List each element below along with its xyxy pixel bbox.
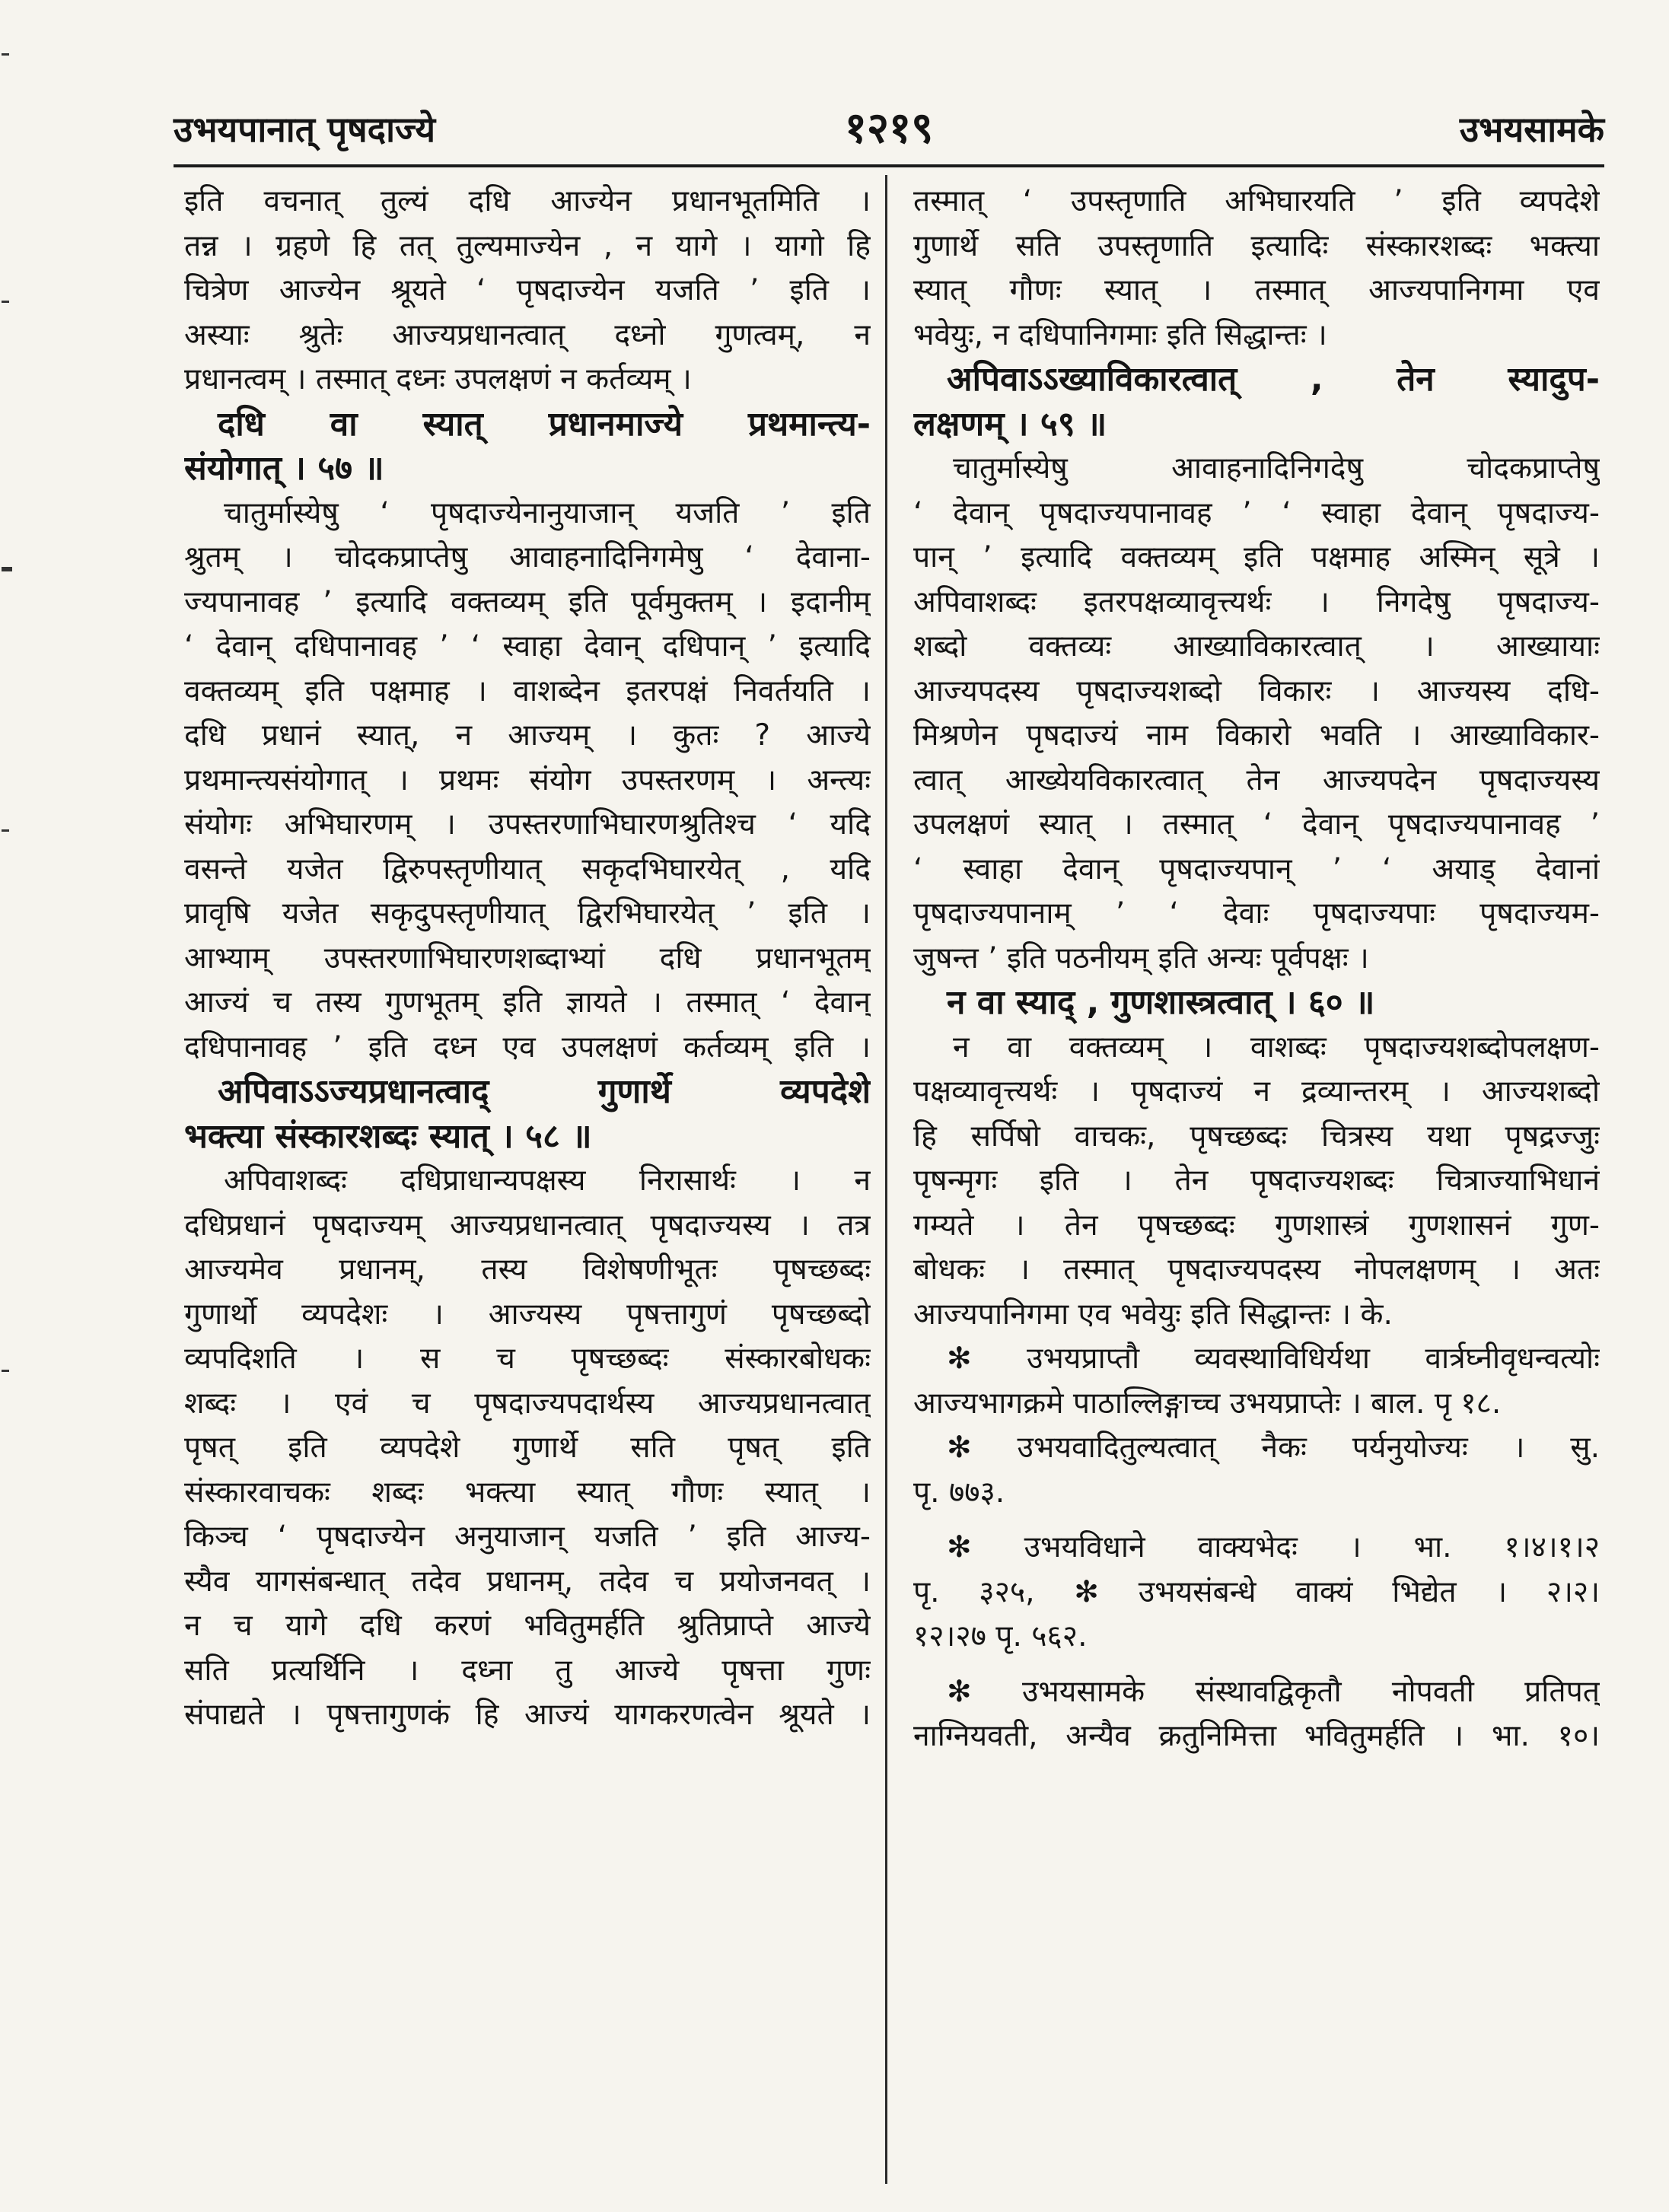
text-line: व्यपदिशति । स च पृषच्छब्दः संस्कारबोधकः	[184, 1342, 871, 1376]
text-line: तन्न । ग्रहणे हि तत् तुल्यमाज्येन , न यागे । यागो हि	[184, 228, 871, 263]
text-line: प्रथमान्त्यसंयोगात् । प्रथमः संयोग उपस्तरणम् । अन्त्यः	[184, 762, 871, 797]
text-line: ज्यपानावह ’ इत्यादि वक्तव्यम् इति पूर्वमुक्तम् । इदानीम्	[184, 584, 871, 619]
text-line: चातुर्मास्येषु ‘ पृषदाज्येनानुयाजान् यजति ’ इति	[224, 495, 871, 530]
text-line: पृषत् इति व्यपदेशे गुणार्थे सति पृषत् इति	[184, 1431, 871, 1465]
text-line: गुणार्थो व्यपदेशः । आज्यस्य पृषत्तागुणं पृषच्छब्दो	[184, 1297, 871, 1332]
text-line: पृ. ७७३.	[913, 1475, 1005, 1510]
scan-edge-marks	[0, 0, 23, 2212]
text-line: पक्षव्यावृत्त्यर्थः । पृषदाज्यं न द्रव्यान्तरम् । आज्यशब्दो	[913, 1074, 1600, 1109]
text-line: श्रुतम् । चोदकप्राप्तेषु आवाहनादिनिगमेषु ‘ देवाना-	[184, 540, 871, 574]
text-line: आज्यपदस्य पृषदाज्यशब्दो विकारः । आज्यस्य दधि-	[913, 673, 1600, 708]
index-entry-line: ✻ उभयवादितुल्यत्वात् नैकः पर्यनुयोज्यः । सु.	[947, 1431, 1600, 1465]
text-line: बोधकः । तस्मात् पृषदाज्यपदस्य नोपलक्षणम् । अतः	[913, 1252, 1600, 1287]
text-line: तस्मात् ‘ उपस्तृणाति अभिघारयति ’ इति व्यपदेशे	[913, 184, 1600, 218]
text-line: न च यागे दधि करणं भवितुमर्हति श्रुतिप्राप्ते आज्ये	[184, 1609, 871, 1643]
text-line: ‘ स्वाहा देवान् पृषदाज्यपान् ’ ‘ अयाड् देवानां	[913, 851, 1600, 886]
sutra-line: भक्त्या संस्कारशब्दः स्यात् । ५८ ॥	[184, 1116, 592, 1156]
text-line: पृ. ३२५, ✻ उभयसंबन्धे वाक्यं भिद्येत । २।२।	[913, 1574, 1600, 1609]
text-line: आभ्याम् उपस्तरणाभिघारणशब्दाभ्यां दधि प्रधानभूतम्	[184, 940, 871, 976]
text-line: हि सर्पिषो वाचकः, पृषच्छब्दः चित्रस्य यथा पृषद्रज्जुः	[913, 1119, 1600, 1154]
text-line: स्यात् गौणः स्यात् । तस्मात् आज्यपानिगमा एव	[913, 273, 1600, 307]
text-line: सति प्रत्यर्थिनि । दध्ना तु आज्ये पृषत्ता गुणः	[184, 1653, 871, 1688]
text-line: मिश्रणेन पृषदाज्यं नाम विकारो भवति । आख्याविकार-	[913, 718, 1600, 753]
text-line: किञ्च ‘ पृषदाज्येन अनुयाजान् यजति ’ इति आज्य-	[184, 1520, 871, 1554]
text-line: वक्तव्यम् इति पक्षमाह । वाशब्देन इतरपक्षं निवर्तयति ।	[184, 673, 871, 708]
running-head-left: उभयपानात् पृषदाज्ये	[174, 109, 435, 150]
text-line: गम्यते । तेन पृषच्छब्दः गुणशास्त्रं गुणशासनं गुण-	[913, 1208, 1600, 1243]
text-line: भवेयुः, न दधिपानिगमाः इति सिद्धान्तः ।	[913, 317, 1327, 352]
text-line: न वा वक्तव्यम् । वाशब्दः पृषदाज्यशब्दोपलक्षण-	[953, 1030, 1600, 1065]
text-line: उपलक्षणं स्यात् । तस्मात् ‘ देवान् पृषदाज्यपानावह ’	[913, 807, 1600, 842]
text-line: वसन्ते यजेत द्विरुपस्तृणीयात् सकृदभिघारयेत् , यदि	[184, 851, 871, 886]
text-line: दधि प्रधानं स्यात्, न आज्यम् । कुतः ? आज्ये	[184, 718, 871, 753]
index-entry-line: ✻ उभयविधाने वाक्यभेदः । भा. १।४।१।२	[947, 1530, 1600, 1564]
text-line: गुणार्थे सति उपस्तृणाति इत्यादिः संस्कारशब्दः भक्त्या	[913, 228, 1600, 263]
index-entry-line: ✻ उभयप्राप्तौ व्यवस्थाविधिर्यथा वार्त्रघ्नीवृधन्वत्योः	[947, 1342, 1600, 1376]
text-line: प्रावृषि यजेत सकृदुपस्तृणीयात् द्विरभिघारयेत् ’ इति ।	[184, 896, 871, 931]
sutra-line: न वा स्याद् , गुणशास्त्रत्वात् । ६० ॥	[947, 983, 1375, 1022]
sutra-line: संयोगात् । ५७ ॥	[184, 449, 384, 488]
text-line: संयोगः अभिघारणम् । उपस्तरणाभिघारणश्रुतिश्च ‘ यदि	[184, 807, 871, 842]
text-line: संस्कारवाचकः शब्दः भक्त्या स्यात् गौणः स्यात् ।	[184, 1475, 871, 1510]
sutra-line: लक्षणम् । ५९ ॥	[913, 404, 1107, 444]
text-line: पान् ’ इत्यादि वक्तव्यम् इति पक्षमाह अस्मिन् सूत्रे ।	[913, 540, 1600, 574]
text-line: चातुर्मास्येषु आवाहनादिनिगदेषु चोदकप्राप्तेषु	[953, 451, 1600, 485]
page-number: १२१९	[844, 103, 934, 153]
text-line: प्रधानत्वम् । तस्मात् दध्नः उपलक्षणं न कर्तव्यम् ।	[184, 362, 692, 396]
text-line: दधिप्रधानं पृषदाज्यम् आज्यप्रधानत्वात् पृषदाज्यस्य । तत्र	[184, 1208, 871, 1243]
text-line: शब्दो वक्तव्यः आख्याविकारत्वात् । आख्यायाः	[913, 629, 1600, 664]
text-line: चित्रेण आज्येन श्रूयते ‘ पृषदाज्येन यजति ’ इति ।	[184, 273, 871, 307]
text-line: स्यैव यागसंबन्धात् तदेव प्रधानम्, तदेव च प्रयोजनवत् ।	[184, 1564, 871, 1599]
page-header	[174, 97, 1604, 158]
running-head-right: उभयसामके	[1459, 109, 1604, 150]
text-line: अस्याः श्रुतेः आज्यप्रधानत्वात् दध्नो गुणत्वम्, न	[184, 317, 871, 352]
header-rule	[174, 164, 1604, 167]
text-line: शब्दः । एवं च पृषदाज्यपदार्थस्य आज्यप्रधानत्वात्	[184, 1386, 871, 1421]
sutra-line: अपिवाऽऽज्यप्रधानत्वाद् गुणार्थे व्यपदेशे	[218, 1072, 871, 1111]
text-line: दधिपानावह ’ इति दध्न एव उपलक्षणं कर्तव्यम् इति ।	[184, 1030, 871, 1065]
column-divider	[885, 175, 887, 2184]
index-entry-line: ✻ उभयसामके संस्थावद्विकृतौ नोपवती प्रतिपत्	[947, 1674, 1600, 1709]
text-line: आज्यं च तस्य गुणभूतम् इति ज्ञायते । तस्मात् ‘ देवान्	[184, 985, 871, 1020]
text-line: जुषन्त ’ इति पठनीयम् इति अन्यः पूर्वपक्षः ।	[913, 940, 1369, 976]
left-column	[184, 180, 871, 1738]
text-line: त्वात् आख्येयविकारत्वात् तेन आज्यपदेन पृषदाज्यस्य	[913, 762, 1600, 797]
right-column	[913, 180, 1600, 1759]
text-line: इति वचनात् तुल्यं दधि आज्येन प्रधानभूतमिति ।	[184, 184, 871, 218]
text-line: आज्यभागक्रमे पाठाल्लिङ्गाच्च उभयप्राप्तेः । बाल. पृ १८.	[913, 1386, 1502, 1421]
text-line: आज्यपानिगमा एव भवेयुः इति सिद्धान्तः । के.	[913, 1297, 1393, 1332]
text-line: अपिवाशब्दः दधिप्राधान्यपक्षस्य निरासार्थः । न	[224, 1163, 871, 1198]
text-line: नाग्नियवती, अन्यैव क्रतुनिमित्ता भवितुमर्हति । भा. १०।	[913, 1719, 1600, 1753]
sutra-line: दधि वा स्यात् प्रधानमाज्ये प्रथमान्त्य-	[218, 404, 871, 444]
text-line: ‘ देवान् दधिपानावह ’ ‘ स्वाहा देवान् दधिपान् ’ इत्यादि	[184, 629, 871, 664]
text-line: आज्यमेव प्रधानम्, तस्य विशेषणीभूतः पृषच्छब्दः	[184, 1252, 871, 1287]
text-line: पृषदाज्यपानाम् ’ ‘ देवाः पृषदाज्यपाः पृषदाज्यम-	[913, 896, 1600, 931]
text-line: पृषन्मृगः इति । तेन पृषदाज्यशब्दः चित्राज्याभिधानं	[913, 1163, 1600, 1198]
sutra-line: अपिवाऽऽख्याविकारत्वात् , तेन स्यादुप-	[947, 360, 1600, 399]
text-line: अपिवाशब्दः इतरपक्षव्यावृत्त्यर्थः । निगदेषु पृषदाज्य-	[913, 584, 1600, 619]
text-line: १२।२७ पृ. ५६२.	[913, 1619, 1088, 1653]
text-line: संपाद्यते । पृषत्तागुणकं हि आज्यं यागकरणत्वेन श्रूयते ।	[184, 1698, 871, 1732]
text-line: ‘ देवान् पृषदाज्यपानावह ’ ‘ स्वाहा देवान् पृषदाज्य-	[913, 495, 1600, 530]
